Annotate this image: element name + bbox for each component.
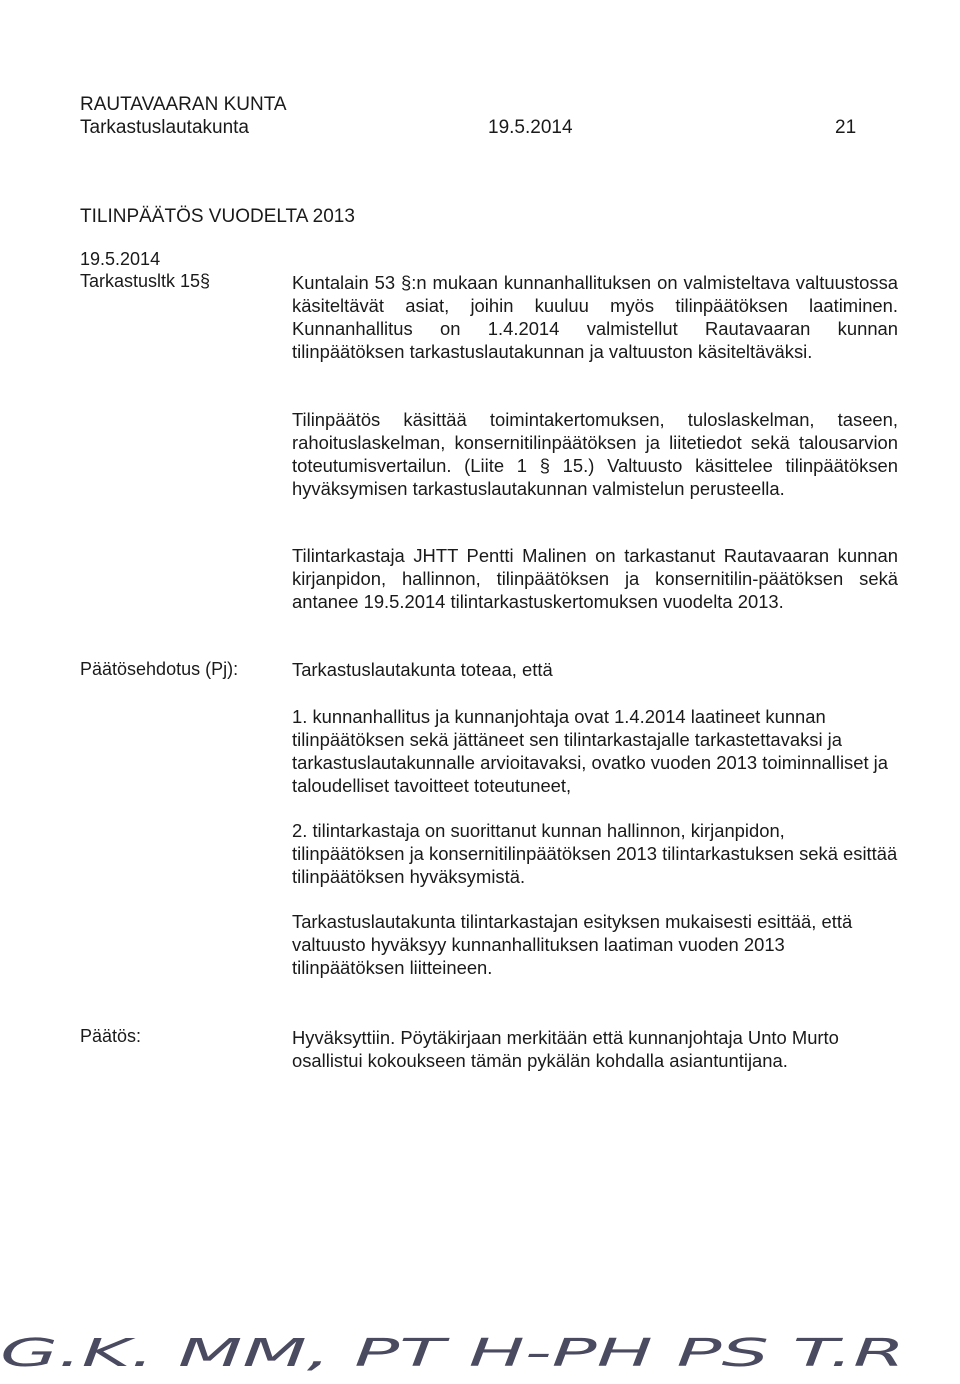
organization-name: RAUTAVAARAN KUNTA bbox=[80, 94, 287, 115]
proposal-item-2: 2. tilintarkastaja on suorittanut kunnan hallinnon, kirjanpidon, tilinpäätöksen ja konsernitilinpäätöksen 2013 tilintarkastuksen sekä esittää tilinpäätöksen hyväksymistä. bbox=[292, 820, 898, 887]
initials-text: G.K. MM, PT H-PH PS T.R bbox=[0, 1331, 905, 1375]
proposal-item-1: 1. kunnanhallitus ja kunnanjohtaja ovat 1.4.2014 laatineet kunnan tilinpäätöksen sekä jättäneet sen tilintarkastajalle tarkastettavaksi ja tarkastuslautakunnalle arvioitavaksi, ovatko vuoden 2013 toiminnalliset ja taloudelliset tavoitteet toteutuneet, bbox=[292, 706, 888, 796]
paragraph-legal-basis: Kuntalain 53 §:n mukaan kunnanhallituksen on valmisteltava valtuustossa käsiteltävät asiat, joihin kuuluu myös tilinpäätöksen laatiminen. Kunnanhallitus on 1.4.2014 valmistellut Rautavaaran kunnan tilinpäätöksen tarkastuslautakunnan ja valtuuston käsiteltäväksi. bbox=[292, 272, 898, 362]
proposal-closing: Tarkastuslautakunta tilintarkastajan esityksen mukaisesti esittää, että valtuusto hyväksyy kunnanhallituksen laatiman vuoden 2013 tilinpäätöksen liitteineen. bbox=[292, 911, 853, 978]
committee-name: Tarkastuslautakunta bbox=[80, 117, 249, 138]
proposal-label: Päätösehdotus (Pj): bbox=[80, 659, 239, 679]
section-reference: Tarkastusltk 15§ bbox=[80, 271, 211, 291]
header-date: 19.5.2014 bbox=[488, 117, 573, 138]
paragraph-auditor: Tilintarkastaja JHTT Pentti Malinen on tarkastanut Rautavaaran kunnan kirjanpidon, hallinnon, tilinpäätöksen ja konsernitilin-päätöksen sekä antanee 19.5.2014 tilintarkastuskertomuksen vuodelta 2013. bbox=[292, 545, 898, 612]
section-title: TILINPÄÄTÖS VUODELTA 2013 bbox=[80, 206, 355, 227]
meeting-date: 19.5.2014 bbox=[80, 249, 161, 269]
handwritten-initials bbox=[0, 1316, 960, 1384]
decision-text: Hyväksyttiin. Pöytäkirjaan merkitään että kunnanjohtaja Unto Murto osallistui kokoukseen tämän pykälän kohdalla asiantuntijana. bbox=[292, 1027, 839, 1071]
page-number: 21 bbox=[835, 117, 857, 138]
proposal-intro: Tarkastuslautakunta toteaa, että bbox=[292, 659, 553, 680]
decision-label: Päätös: bbox=[80, 1026, 142, 1046]
paragraph-contents: Tilinpäätös käsittää toimintakertomuksen, tuloslaskelman, taseen, rahoituslaskelman, konsernitilinpäätöksen ja liitetiedot sekä talousarvion toteutumisvertailun. (Liite 1 § 15.) Valtuusto käsittelee tilinpäätöksen hyväksymisen tarkastuslautakunnan valmistelun perusteella. bbox=[292, 409, 898, 499]
